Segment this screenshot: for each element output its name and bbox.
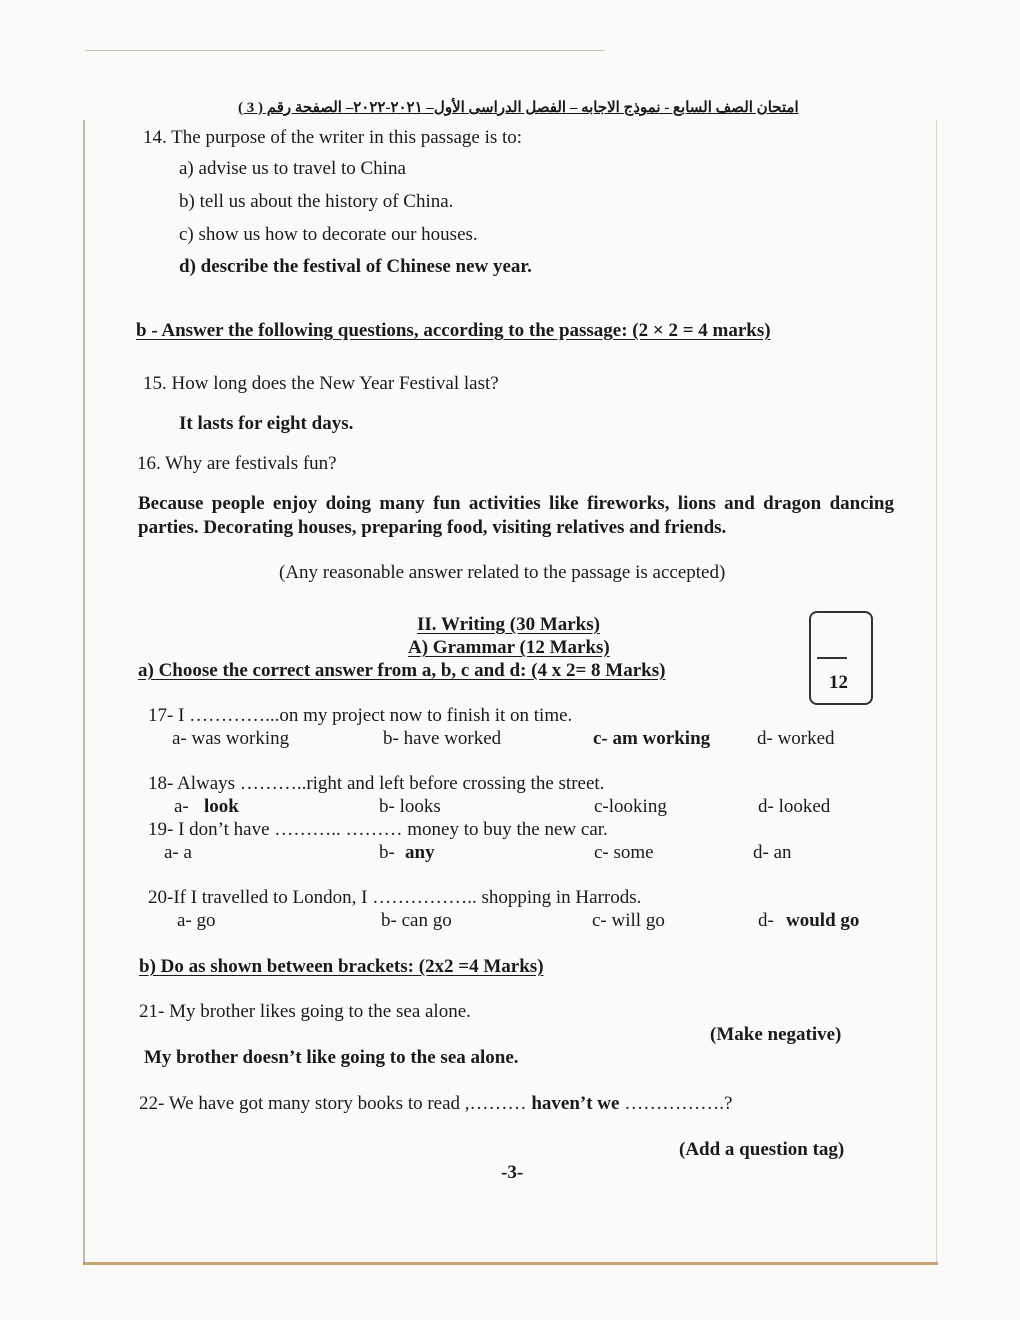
- q17-option-d: d- worked: [757, 728, 835, 749]
- q15-question: 15. How long does the New Year Festival last?: [143, 373, 499, 394]
- q20-option-d: would go: [786, 910, 860, 931]
- q20-option-d-prefix: d-: [758, 910, 774, 931]
- mark-box-line: [817, 657, 847, 659]
- q17-option-b: b- have worked: [383, 728, 502, 749]
- q14-option-c: c) show us how to decorate our houses.: [179, 224, 478, 245]
- q19-option-b-prefix: b-: [379, 842, 395, 863]
- grammar-title: A) Grammar (12 Marks): [408, 637, 610, 658]
- q19-option-b: any: [405, 842, 435, 863]
- writing-title: II. Writing (30 Marks): [417, 614, 600, 635]
- q16-question: 16. Why are festivals fun?: [137, 453, 337, 474]
- q18-option-a: look: [204, 796, 239, 817]
- q14-option-d: d) describe the festival of Chinese new year.: [179, 256, 532, 277]
- q14-stem: 14. The purpose of the writer in this passage is to:: [143, 127, 523, 148]
- q18-option-b: b- looks: [379, 796, 441, 817]
- q18-stem: 18- Always ………..right and left before crossing the street.: [148, 773, 605, 794]
- q20-option-c: c- will go: [592, 910, 665, 931]
- section-b-title: b - Answer the following questions, according to the passage: (2 × 2 = 4 marks): [136, 320, 771, 341]
- q17-stem: 17- I …………...on my project now to finish it on time.: [148, 705, 573, 726]
- q18-option-c: c-looking: [594, 796, 667, 817]
- q20-stem: 20-If I travelled to London, I …………….. shopping in Harrods.: [148, 887, 642, 908]
- q22-line: [139, 1093, 732, 1115]
- q22-instruction: (Add a question tag): [679, 1139, 845, 1160]
- q15-answer: It lasts for eight days.: [179, 413, 354, 434]
- q21-answer: My brother doesn’t like going to the sea alone.: [144, 1047, 519, 1068]
- paper-edge-bottom: [83, 1262, 938, 1265]
- q20-option-b: b- can go: [381, 910, 452, 931]
- q19-option-a: a- a: [164, 842, 192, 863]
- paper-edge-left: [83, 120, 85, 1265]
- q16-answer: Because people enjoy doing many fun activities like fireworks, lions and dragon dancing parties. Decorating houses, preparing food, visiting relatives and friends.: [138, 493, 894, 538]
- q14-option-b: b) tell us about the history of China.: [179, 191, 454, 212]
- q21-stem: 21- My brother likes going to the sea alone.: [139, 1001, 471, 1022]
- q18-option-a-prefix: a-: [174, 796, 189, 817]
- page-header: امتحان الصف السابع - نموذج الاجابه – الفصل الدراسى الأول– ٢٠٢١-٢٠٢٢– الصفحة رقم ( 3 ): [238, 100, 799, 116]
- q19-option-d: d- an: [753, 842, 792, 863]
- q19-option-c: c- some: [594, 842, 654, 863]
- grammar-a-title: a) Choose the correct answer from a, b, c and d: (4 x 2= 8 Marks): [138, 660, 666, 681]
- q14-option-a: a) advise us to travel to China: [179, 158, 406, 179]
- q19-stem: 19- I don’t have ……….. ……… money to buy the new car.: [148, 819, 608, 840]
- q20-option-a: a- go: [177, 910, 216, 931]
- grammar-b-title: b) Do as shown between brackets: (2x2 =4 Marks): [139, 956, 544, 977]
- page-number: -3-: [501, 1162, 524, 1183]
- q17-option-a: a- was working: [172, 728, 290, 749]
- q21-instruction: (Make negative): [710, 1024, 842, 1045]
- q18-option-d: d- looked: [758, 796, 831, 817]
- q16-note: (Any reasonable answer related to the passage is accepted): [279, 562, 726, 583]
- q22-stem-start: 22- We have got many story books to read ,………: [139, 1093, 527, 1114]
- q22-stem-end: …………….?: [624, 1093, 733, 1114]
- paper-edge-right: [936, 120, 937, 1262]
- q22-answer: haven’t we: [531, 1093, 620, 1114]
- q17-option-c: c- am working: [593, 728, 711, 749]
- mark-box-value: 12: [829, 672, 848, 693]
- top-divider: [85, 50, 605, 51]
